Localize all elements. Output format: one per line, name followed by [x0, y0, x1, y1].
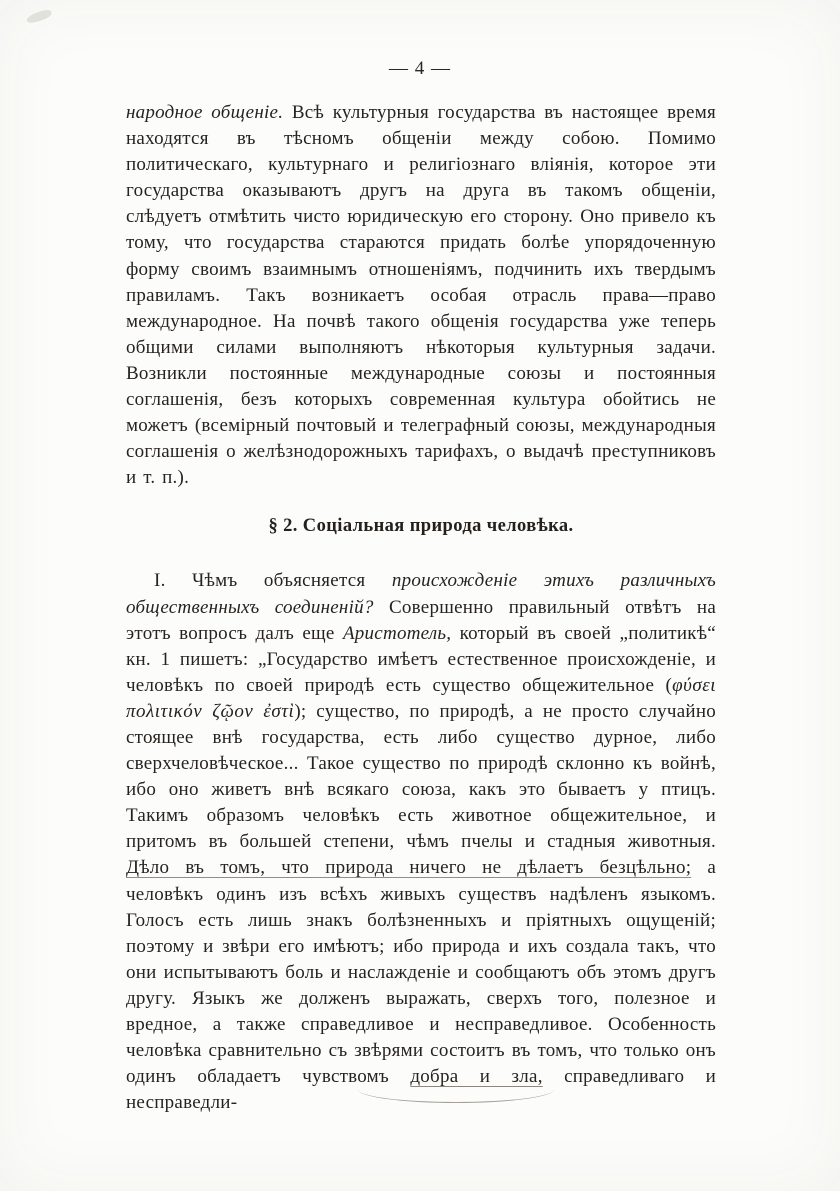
text-column — [126, 100, 716, 1116]
section-heading: § 2. Соціальная природа человѣка. — [268, 516, 574, 537]
text-segment: ); существо, по природѣ, а не просто случайно стоящее внѣ государства, есть либо существо дурное, либо сверхчеловѣческое... Такое существо по природѣ склонно къ войнѣ, ибо оно живетъ внѣ всякаго союза, какъ это бываетъ у птицъ. Такимъ образомъ человѣкъ есть животное общежительное, и притомъ въ большей степени, чѣмъ пчелы и стадныя животныя. — [126, 700, 716, 853]
paragraph-lead-italic: народное общеніе. — [126, 102, 284, 123]
text-segment: а человѣкъ одинъ изъ всѣхъ живыхъ существъ надѣленъ языкомъ. Голосъ есть лишь знакъ болѣзненныхъ и пріятныхъ ощущеній; поэтому и звѣри его имѣютъ; ибо природа и ихъ создала такъ, что они испытываютъ боль и наслажденіе и сообщаютъ объ этомъ другъ другу. Языкъ же долженъ выражать, сверхъ того, полезное и вредное, а также справедливое и несправедливое. Особенность человѣка сравнительно съ звѣрями состоитъ въ томъ, что только онъ одинъ обладаетъ чувствомъ — [126, 857, 716, 1088]
pencil-underlined-phrase: Дѣло въ томъ, что природа ничего не дѣлаетъ безцѣльно; — [126, 857, 692, 879]
text-segment: Совершенно правильный отвѣтъ на этотъ вопросъ далъ еще — [126, 596, 717, 644]
text-segment: который въ своей „политикѣ“ кн. 1 пишетъ: „Государство имѣетъ естественное происхожденіе, и человѣкъ по своей природѣ есть существо общежительное ( — [126, 622, 716, 696]
paragraph-aristotle-quote — [126, 568, 716, 1116]
pencil-underlined-phrase-good-evil: добра и зла, — [410, 1066, 543, 1088]
text-segment: I. Чѣмъ объясняется — [154, 570, 392, 592]
italic-question-phrase: происхожденіе этихъ различныхъ общественныхъ соединеній? — [126, 570, 716, 618]
greek-phrase: φύσει πολιτικόν ζῷον ἐστὶ — [126, 674, 716, 722]
page-number: — 4 — — [389, 58, 451, 79]
paragraph-international-communion — [126, 100, 716, 491]
text-segment: справедливаго и несправедли- — [126, 1066, 716, 1114]
italic-aristotle-name: Аристотель, — [342, 622, 452, 644]
paragraph-body-text: Всѣ культурныя государства въ настоящее время находятся въ тѣсномъ общеніи между собою. Помимо политическаго, культурнаго и религіознаго вліянія, которое эти государства оказываютъ другъ на друга въ такомъ общеніи, слѣдуетъ отмѣтить чисто юридическую его сторону. Оно привело къ тому, что государства стараются придать болѣе упорядоченную форму своимъ взаимнымъ отношеніямъ, подчинить ихъ твердымъ правиламъ. Такъ возникаетъ особая отрасль права—право международное. На почвѣ такого общенія государства уже теперь общими силами выполняютъ нѣкоторыя культурныя задачи. Возникли постоянные международные союзы и постоянныя соглашенія, безъ которыхъ современная культура обойтись не можетъ (всемірный почтовый и телеграфный союзы, международныя соглашенія о желѣзнодорожныхъ тарифахъ, о выдачѣ преступниковъ и т. п.). — [126, 102, 717, 489]
scan-smudge-artifact — [25, 8, 53, 25]
